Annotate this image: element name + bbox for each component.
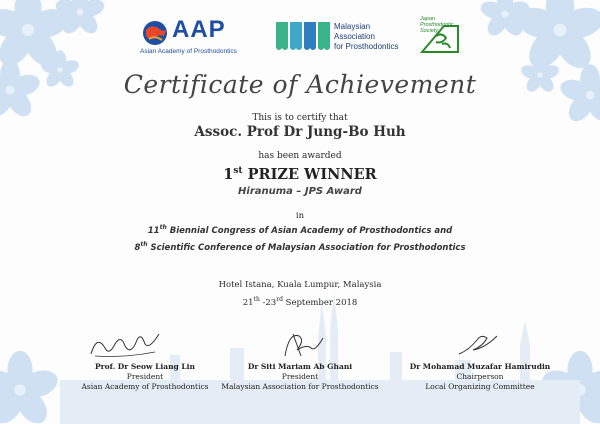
aap-logo: [140, 18, 252, 54]
date-end: -23: [259, 297, 277, 308]
map-logo-line1: Malaysian: [334, 22, 371, 31]
signatory-3-org: Local Organizing Committee: [425, 382, 535, 391]
awarded-text: has been awarded: [258, 151, 342, 161]
signatory-3-name: Dr Mohamad Muzafar Hamirudin: [409, 362, 551, 371]
aap-logo-subtitle: Asian Academy of Prosthodontics: [140, 48, 237, 55]
certificate-title: Certificate of Achievement: [123, 70, 477, 99]
signature-3-scribble: [455, 330, 505, 360]
prize-title: [0, 166, 600, 183]
date-start-ordinal: th: [253, 296, 260, 303]
congress2-number: 8: [134, 242, 141, 253]
signatory-2-name: Dr Siti Mariam Ab Ghani: [247, 362, 353, 371]
in-text: in: [295, 211, 305, 221]
award-name: Hiranuma – JPS Award: [238, 186, 362, 197]
signature-1-scribble: [85, 330, 165, 362]
date-end-ordinal: rd: [276, 296, 283, 303]
prize-number: 1: [223, 166, 234, 183]
aap-logo-text: AAP: [172, 16, 226, 43]
logo-row: [0, 14, 600, 58]
prize-label: PRIZE WINNER: [242, 166, 377, 183]
signature-2-scribble: [275, 326, 335, 362]
congress1-number: 11: [147, 225, 160, 236]
intro-text: This is to certify that: [252, 113, 348, 123]
prize-ordinal: st: [233, 166, 243, 177]
jps-logo-line2: Prosthodontic: [420, 22, 454, 28]
map-logo-text: [334, 22, 398, 52]
jps-logo-text: [420, 16, 454, 34]
signatory-1-org: Asian Academy of Prosthodontics: [81, 382, 209, 391]
congress1-ordinal: th: [159, 224, 167, 231]
signatory-2-role: President: [281, 372, 319, 381]
map-logo-line3: for Prosthodontics: [334, 42, 399, 51]
map-logo-line2: Association: [334, 32, 375, 41]
globe-icon: [140, 18, 170, 48]
congress-line-2: [0, 241, 600, 253]
signatory-1-role: President: [126, 372, 164, 381]
signatory-3: [385, 362, 575, 392]
teeth-icon: [272, 20, 332, 54]
congress1-text: Biennial Congress of Asian Academy of Prosthodontics and: [166, 225, 453, 236]
date-month-year: September 2018: [282, 297, 358, 308]
congress2-text: Scientific Conference of Malaysian Association for Prosthodontics: [147, 242, 466, 253]
venue-text: Hotel Istana, Kuala Lumpur, Malaysia: [218, 280, 382, 290]
jps-logo: [418, 14, 462, 56]
date-text: [0, 296, 600, 308]
jps-logo-line3: Society: [420, 28, 439, 34]
signatory-2: [205, 362, 395, 392]
signatory-2-org: Malaysian Association for Prosthodontics: [221, 382, 379, 391]
signatory-3-role: Chairperson: [456, 372, 504, 381]
signatory-1-name: Prof. Dr Seow Liang Lin: [95, 362, 195, 371]
congress2-ordinal: th: [140, 241, 148, 248]
date-start: 21: [242, 297, 254, 308]
jps-logo-line1: Japan: [420, 16, 435, 22]
recipient-name: Assoc. Prof Dr Jung-Bo Huh: [194, 124, 406, 140]
map-logo: [272, 18, 402, 54]
congress-line-1: [0, 224, 600, 236]
